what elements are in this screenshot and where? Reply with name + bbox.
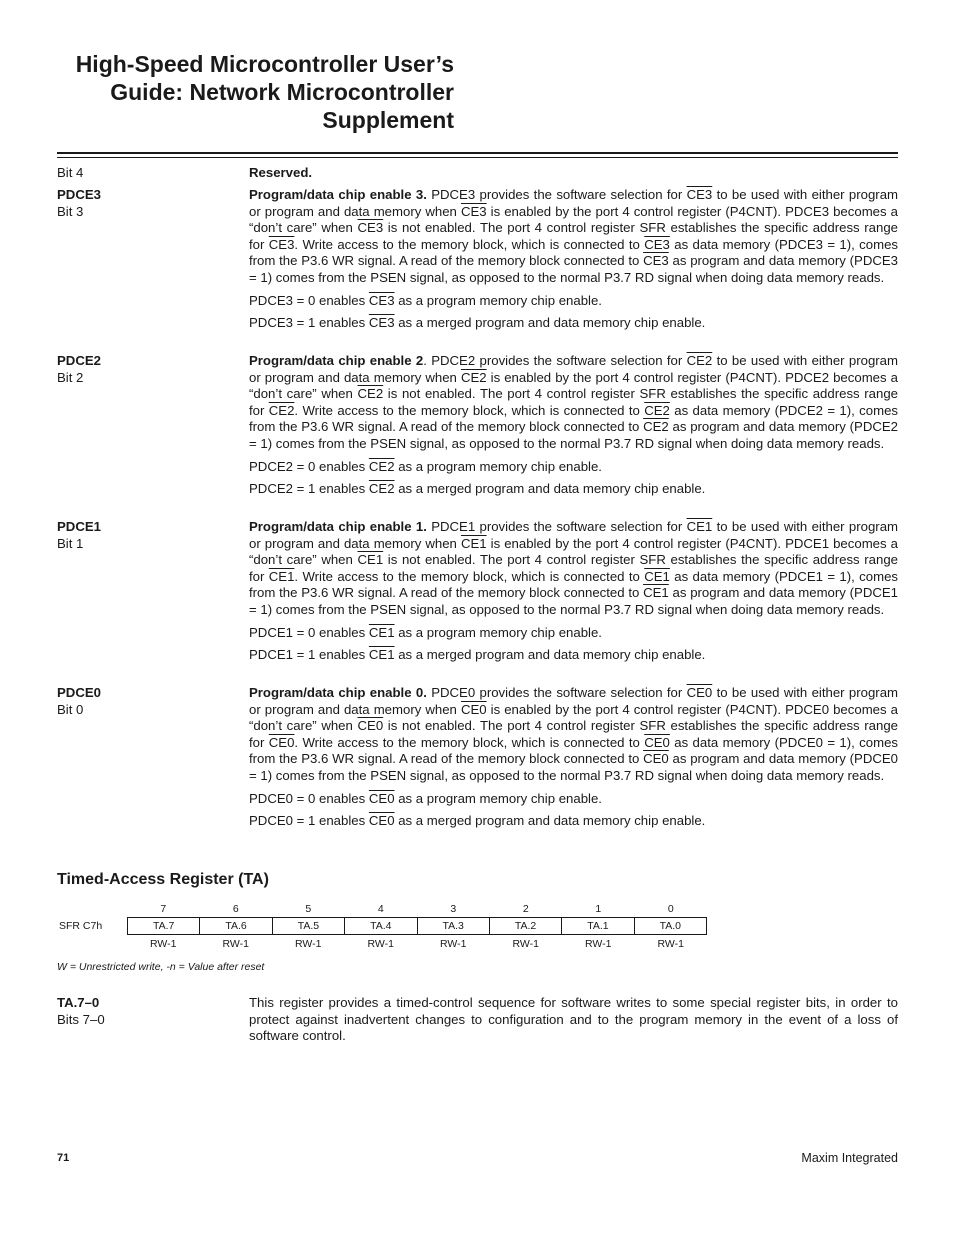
ce1-signal: CE1	[643, 585, 669, 601]
ta-field-bits: Bits 7–0	[57, 1011, 105, 1027]
pdce0-setting-0	[249, 791, 898, 808]
pdce2-description	[249, 353, 898, 498]
pdce3-paragraph	[249, 187, 898, 287]
pdce0-setting-0-text: PDCE0 = 0 enables	[249, 790, 369, 806]
reset-value: RW-1	[367, 938, 394, 950]
ta-field-paragraph: This register provides a timed-control sequence for software writes to some special register bits, in order to protect against inadvertent changes to configuration and to the program memory in the event of a loss of software control.	[249, 995, 898, 1044]
ce0-signal: CE0	[460, 701, 487, 717]
pdce3-text-5: . Write access to the memory block, which is connected to	[294, 236, 645, 252]
bit-number: 5	[305, 903, 312, 915]
register-field: TA.4	[344, 918, 416, 934]
ce1-signal: CE1	[368, 624, 395, 640]
pdce1-setting-0	[249, 625, 898, 642]
ce2-signal: CE2	[644, 402, 670, 418]
reset-value: RW-1	[150, 938, 177, 950]
pdce1-paragraph	[249, 519, 898, 619]
bit-number: 0	[667, 903, 674, 915]
bit-number: 1	[595, 903, 602, 915]
pdce1-setting-1-tail: as a merged program and data memory chip enable.	[394, 647, 706, 663]
pdce1-text-4: is not enabled. The port 4 control register SFR establishes the specific address range for	[249, 552, 898, 584]
pdce1-description	[249, 519, 898, 664]
ce2-signal: CE2	[268, 402, 295, 418]
pdce3-text-7: as program and data memory (PDCE3 = 1) comes from the PSEN signal, as opposed to the normal P3.7 RD signal when doing data memory reads.	[249, 253, 898, 285]
pdce0-description	[249, 685, 898, 830]
pdce1-entry	[57, 519, 898, 664]
register-field: TA.6	[199, 918, 271, 934]
pdce2-label	[57, 353, 237, 386]
pdce3-label	[57, 187, 237, 220]
register-field: TA.2	[489, 918, 561, 934]
pdce2-bit-number: Bit 2	[57, 369, 84, 385]
pdce2-setting-1	[249, 481, 898, 498]
ce2-signal: CE2	[368, 481, 395, 497]
pdce3-setting-1	[249, 315, 898, 332]
pdce2-text-4: is not enabled. The port 4 control register SFR establishes the specific address range for	[249, 386, 898, 418]
reset-value: RW-1	[585, 938, 612, 950]
pdce3-setting-0	[249, 293, 898, 310]
ce3-signal: CE3	[686, 187, 713, 202]
pdce3-text-4: is not enabled. The port 4 control register SFR establishes the specific address range for	[249, 220, 898, 252]
bit4-bit-number: Bit 4	[57, 165, 84, 180]
pdce1-title: Program/data chip enable 1.	[249, 519, 427, 534]
pdce0-setting-0-tail: as a program memory chip enable.	[394, 790, 602, 806]
register-legend: W = Unrestricted write, -n = Value after reset	[57, 961, 265, 973]
ta-section-heading: Timed-Access Register (TA)	[57, 871, 269, 888]
register-field: TA.1	[561, 918, 633, 934]
pdce2-title: Program/data chip enable 2	[249, 353, 424, 368]
ce1-signal: CE1	[357, 552, 384, 568]
ta-field-entry	[57, 995, 898, 1045]
ce1-signal: CE1	[644, 568, 670, 584]
pdce2-setting-0-text: PDCE2 = 0 enables	[249, 458, 369, 474]
pdce3-entry	[57, 187, 898, 332]
pdce1-text-5: . Write access to the memory block, which is connected to	[294, 568, 645, 584]
register-field: TA.7	[152, 920, 175, 932]
pdce0-bit-number: Bit 0	[57, 701, 84, 717]
pdce3-bit-number: Bit 3	[57, 203, 84, 219]
register-field: TA.3	[417, 918, 489, 934]
pdce1-text-2: to be used with either program or program and data memory when	[249, 519, 899, 551]
pdce2-name: PDCE2	[57, 353, 101, 368]
pdce3-text-2: to be used with either program or program and data memory when	[249, 187, 899, 219]
ce1-signal: CE1	[686, 519, 713, 534]
ce1-signal: CE1	[268, 568, 295, 584]
pdce2-setting-1-text: PDCE2 = 1 enables	[249, 481, 369, 497]
pdce1-name: PDCE1	[57, 519, 101, 534]
pdce1-setting-0-tail: as a program memory chip enable.	[394, 624, 602, 640]
pdce3-description	[249, 187, 898, 332]
pdce3-setting-1-text: PDCE3 = 1 enables	[249, 315, 369, 331]
pdce0-setting-1-text: PDCE0 = 1 enables	[249, 813, 369, 829]
pdce2-text-6: as data memory (PDCE2 = 1), comes from the P3.6 WR signal. A read of the memory block connected to	[249, 402, 898, 435]
pdce2-text-2: to be used with either program or program and data memory when	[249, 353, 899, 385]
ce3-signal: CE3	[460, 203, 487, 219]
pdce2-setting-0	[249, 459, 898, 476]
pdce0-text-1: PDCE0 provides the software selection for	[426, 685, 687, 700]
pdce2-text-3: is enabled by the port 4 control register (P4CNT). PDCE2 becomes a “don’t care” when	[249, 369, 898, 402]
pdce1-bit-number: Bit 1	[57, 535, 84, 551]
pdce3-name: PDCE3	[57, 187, 101, 202]
title-line-1: High-Speed Microcontroller User’s	[75, 51, 454, 77]
ta-field-description	[249, 995, 898, 1045]
pdce0-setting-1-tail: as a merged program and data memory chip enable.	[394, 813, 706, 829]
ce3-signal: CE3	[268, 236, 295, 252]
register-field: TA.5	[272, 918, 344, 934]
pdce2-text-1: . PDCE2 provides the software selection for	[423, 353, 687, 368]
bit4-title: Reserved.	[249, 165, 313, 180]
bit-number: 6	[232, 903, 239, 915]
title-line-3: Supplement	[322, 107, 454, 133]
pdce0-text-3: is enabled by the port 4 control register (P4CNT). PDCE0 becomes a “don’t care” when	[249, 701, 898, 734]
pdce3-setting-0-text: PDCE3 = 0 enables	[249, 292, 369, 308]
header-rule-thin	[57, 157, 898, 158]
pdce0-text-6: as data memory (PDCE0 = 1), comes from the P3.6 WR signal. A read of the memory block connected to	[249, 734, 898, 767]
bit4-entry	[57, 165, 898, 182]
reset-value: RW-1	[657, 938, 684, 950]
bit-number: 7	[160, 903, 167, 915]
ce2-signal: CE2	[686, 353, 713, 368]
pdce1-text-7: as program and data memory (PDCE1 = 1) comes from the PSEN signal, as opposed to the normal P3.7 RD signal when doing data memory reads.	[249, 585, 898, 617]
ce0-signal: CE0	[268, 734, 295, 750]
ta-bit-numbers	[127, 902, 707, 916]
pdce2-paragraph	[249, 353, 898, 453]
bit4-description	[249, 165, 898, 182]
pdce1-text-6: as data memory (PDCE1 = 1), comes from the P3.6 WR signal. A read of the memory block connected to	[249, 568, 898, 601]
bit-number: 2	[522, 903, 529, 915]
page-number: 71	[57, 1152, 70, 1164]
pdce0-text-2: to be used with either program or program and data memory when	[249, 685, 899, 717]
pdce0-entry	[57, 685, 898, 830]
pdce2-text-5: . Write access to the memory block, which is connected to	[294, 402, 645, 418]
pdce2-entry	[57, 353, 898, 498]
ce2-signal: CE2	[460, 369, 487, 385]
ce3-signal: CE3	[357, 220, 384, 236]
reset-value: RW-1	[222, 938, 249, 950]
reset-value: RW-1	[440, 938, 467, 950]
document-title	[40, 50, 454, 134]
ce1-signal: CE1	[368, 647, 395, 663]
pdce3-title: Program/data chip enable 3.	[249, 187, 427, 202]
ce2-signal: CE2	[357, 386, 384, 402]
pdce0-title: Program/data chip enable 0.	[249, 685, 427, 700]
bit4-label	[57, 165, 237, 182]
reset-value: RW-1	[295, 938, 322, 950]
ta-register-fields	[127, 917, 707, 935]
ce3-signal: CE3	[644, 236, 670, 252]
pdce3-setting-1-tail: as a merged program and data memory chip enable.	[394, 315, 706, 331]
ce2-signal: CE2	[368, 458, 395, 474]
pdce0-name: PDCE0	[57, 685, 101, 700]
ta-register-address: SFR C7h	[59, 920, 103, 932]
ce0-signal: CE0	[357, 718, 384, 734]
pdce1-setting-0-text: PDCE1 = 0 enables	[249, 624, 369, 640]
publisher-name: Maxim Integrated	[801, 1151, 898, 1165]
ce3-signal: CE3	[368, 292, 395, 308]
ce3-signal: CE3	[643, 253, 669, 269]
ta-field-name: TA.7–0	[57, 995, 100, 1010]
ta-field-label	[57, 995, 237, 1028]
pdce3-text-6: as data memory (PDCE3 = 1), comes from the P3.6 WR signal. A read of the memory block connected to	[249, 236, 898, 269]
pdce1-text-1: PDCE1 provides the software selection for	[426, 519, 687, 534]
pdce3-setting-0-tail: as a program memory chip enable.	[394, 292, 602, 308]
pdce0-paragraph	[249, 685, 898, 785]
header-rule-thick	[57, 152, 898, 154]
ce0-signal: CE0	[644, 734, 670, 750]
ce1-signal: CE1	[460, 535, 487, 551]
register-field: TA.0	[634, 918, 706, 934]
reset-value: RW-1	[512, 938, 539, 950]
pdce0-text-7: as program and data memory (PDCE0 = 1) comes from the PSEN signal, as opposed to the normal P3.7 RD signal when doing data memory reads.	[249, 751, 898, 783]
ce0-signal: CE0	[368, 790, 395, 806]
pdce1-setting-1-text: PDCE1 = 1 enables	[249, 647, 369, 663]
ce2-signal: CE2	[643, 419, 669, 435]
title-line-2: Guide: Network Microcontroller	[110, 79, 454, 105]
pdce3-text-3: is enabled by the port 4 control register (P4CNT). PDCE3 becomes a “don’t care” when	[249, 203, 898, 236]
ce0-signal: CE0	[686, 685, 713, 700]
pdce3-text-1: PDCE3 provides the software selection for	[426, 187, 687, 202]
ce0-signal: CE0	[368, 813, 395, 829]
ta-reset-values	[127, 937, 707, 951]
pdce1-setting-1	[249, 647, 898, 664]
pdce2-setting-0-tail: as a program memory chip enable.	[394, 458, 602, 474]
bit-number: 3	[450, 903, 457, 915]
pdce0-setting-1	[249, 813, 898, 830]
pdce0-label	[57, 685, 237, 718]
bit-number: 4	[377, 903, 384, 915]
pdce1-label	[57, 519, 237, 552]
ce0-signal: CE0	[643, 751, 669, 767]
pdce0-text-5: . Write access to the memory block, which is connected to	[294, 734, 645, 750]
ce3-signal: CE3	[368, 315, 395, 331]
pdce2-setting-1-tail: as a merged program and data memory chip enable.	[394, 481, 706, 497]
pdce2-text-7: as program and data memory (PDCE2 = 1) comes from the PSEN signal, as opposed to the normal P3.7 RD signal when doing data memory reads.	[249, 419, 898, 451]
pdce0-text-4: is not enabled. The port 4 control register SFR establishes the specific address range for	[249, 718, 898, 750]
pdce1-text-3: is enabled by the port 4 control register (P4CNT). PDCE1 becomes a “don’t care” when	[249, 535, 898, 568]
